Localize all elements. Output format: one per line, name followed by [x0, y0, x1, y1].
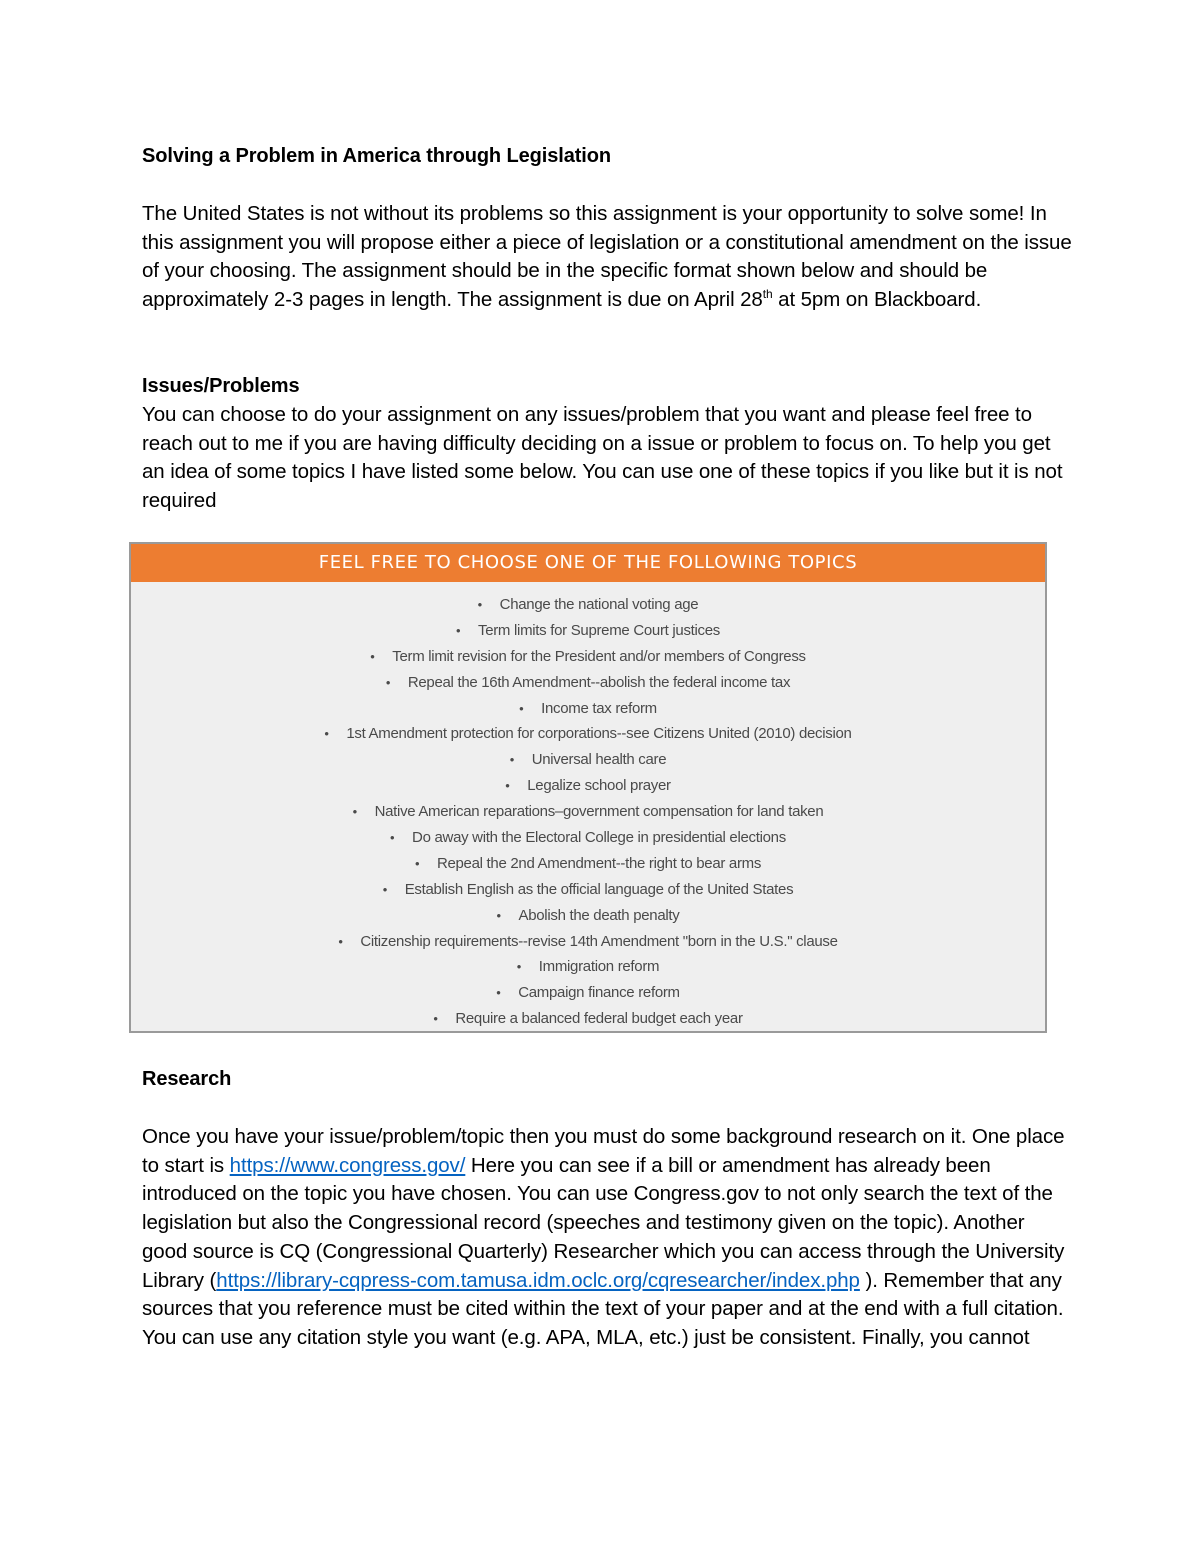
- bullet-icon: •: [385, 674, 391, 690]
- topic-item: [131, 670, 1045, 696]
- topic-label: Repeal the 16th Amendment--abolish the federal income tax: [407, 673, 791, 691]
- bullet-icon: •: [352, 804, 357, 820]
- topic-label: Legalize school prayer: [527, 777, 671, 795]
- topic-item: [131, 721, 1045, 747]
- topic-label: Term limit revision for the President and/or members of Congress: [392, 647, 806, 665]
- topic-label: Universal health care: [531, 751, 667, 769]
- topic-label: 1st Amendment protection for corporations--see Citizens United (2010) decision: [346, 725, 852, 743]
- bullet-icon: •: [505, 778, 510, 794]
- topic-item: [131, 825, 1045, 851]
- topic-item: [131, 980, 1045, 1006]
- intro-paragraph: [142, 200, 1072, 315]
- bullet-icon: •: [509, 752, 514, 768]
- bullet-icon: •: [516, 959, 522, 975]
- topic-label: Repeal the 2nd Amendment--the right to bear arms: [436, 854, 762, 872]
- issues-heading: Issues/Problems: [142, 375, 300, 397]
- research-heading: Research: [142, 1068, 232, 1090]
- congress-gov-link[interactable]: https://www.congress.gov/: [229, 1153, 466, 1177]
- research-text-3: ). Remember that any sources that you reference must be cited within the text of your paper and at the end with a full citation. You can use any citation style you want (e.g. APA, MLA, etc.) just be consistent. Finally, you cannot: [142, 1268, 1064, 1349]
- research-text-2: Here you can see if a bill or amendment has already been introduced on the topic you have chosen. You can use Congress.gov to not only search the text of the legislation but also the Congressional record (speeches and testimony given on the topic). Another good source is CQ (Congressional Quarterly) Researcher which you can access through the University Library (: [142, 1153, 1065, 1292]
- bullet-icon: •: [414, 855, 420, 871]
- topics-list: [131, 592, 1045, 1032]
- document-title: Solving a Problem in America through Legislation: [142, 145, 611, 167]
- topic-item: [131, 696, 1045, 722]
- bullet-icon: •: [496, 985, 501, 1001]
- topic-item: [131, 618, 1045, 644]
- topic-item: [131, 903, 1045, 929]
- bullet-icon: •: [390, 830, 395, 846]
- topic-label: Campaign finance reform: [518, 984, 680, 1002]
- topics-header: FEEL FREE TO CHOOSE ONE OF THE FOLLOWING TOPICS: [131, 544, 1045, 582]
- topic-item: [131, 1006, 1045, 1032]
- bullet-icon: •: [433, 1011, 438, 1027]
- topic-label: Citizenship requirements--revise 14th Amendment "born in the U.S." clause: [360, 932, 838, 950]
- research-text-1: Once you have your issue/problem/topic then you must do some background research on it. One place to start is: [142, 1125, 1065, 1177]
- topic-item: [131, 851, 1045, 877]
- topic-label: Require a balanced federal budget each year: [455, 1010, 743, 1028]
- topic-label: Term limits for Supreme Court justices: [478, 621, 720, 639]
- topic-label: Establish English as the official language of the United States: [404, 880, 794, 898]
- topic-label: Change the national voting age: [499, 596, 699, 613]
- intro-superscript: th: [762, 287, 773, 302]
- issues-paragraph: You can choose to do your assignment on any issues/problem that you want and please feel free to reach out to me if you are having difficulty deciding on a issue or problem to focus on. To help you get an idea of some topics I have listed some below. You can use one of these topics if you like but it is not required: [142, 403, 1063, 513]
- topic-label: Native American reparations–government compensation for land taken: [374, 803, 824, 821]
- topic-label: Immigration reform: [538, 958, 660, 976]
- topic-label: Do away with the Electoral College in presidential elections: [412, 829, 786, 847]
- topic-item: [131, 592, 1045, 618]
- bullet-icon: •: [477, 597, 482, 612]
- bullet-icon: •: [496, 907, 501, 923]
- bullet-icon: •: [456, 622, 461, 638]
- topic-item: [131, 929, 1045, 955]
- topic-label: Abolish the death penalty: [518, 906, 680, 924]
- topic-item: [131, 644, 1045, 670]
- bullet-icon: •: [519, 700, 524, 716]
- bullet-icon: •: [370, 648, 375, 664]
- topic-item: [131, 747, 1045, 773]
- topic-item: [131, 954, 1045, 980]
- research-paragraph: [142, 1123, 1072, 1353]
- bullet-icon: •: [324, 726, 329, 742]
- topic-item: [131, 799, 1045, 825]
- cq-researcher-link[interactable]: https://library-cqpress-com.tamusa.idm.oclc.org/cqresearcher/index.php: [216, 1268, 860, 1292]
- topic-item: [131, 773, 1045, 799]
- intro-text: The United States is not without its problems so this assignment is your opportunity to solve some! In this assignment you will propose either a piece of legislation or a constitutional amendment on the issue of your choosing. The assignment should be in the specific format shown below and should be approximately 2-3 pages in length. The assignment is due on April 28: [142, 202, 1072, 312]
- intro-text-end: at 5pm on Blackboard.: [772, 288, 982, 312]
- topic-label: Income tax reform: [541, 699, 657, 717]
- topics-box: [129, 542, 1047, 1033]
- bullet-icon: •: [338, 933, 343, 949]
- topic-item: [131, 877, 1045, 903]
- bullet-icon: •: [382, 881, 387, 897]
